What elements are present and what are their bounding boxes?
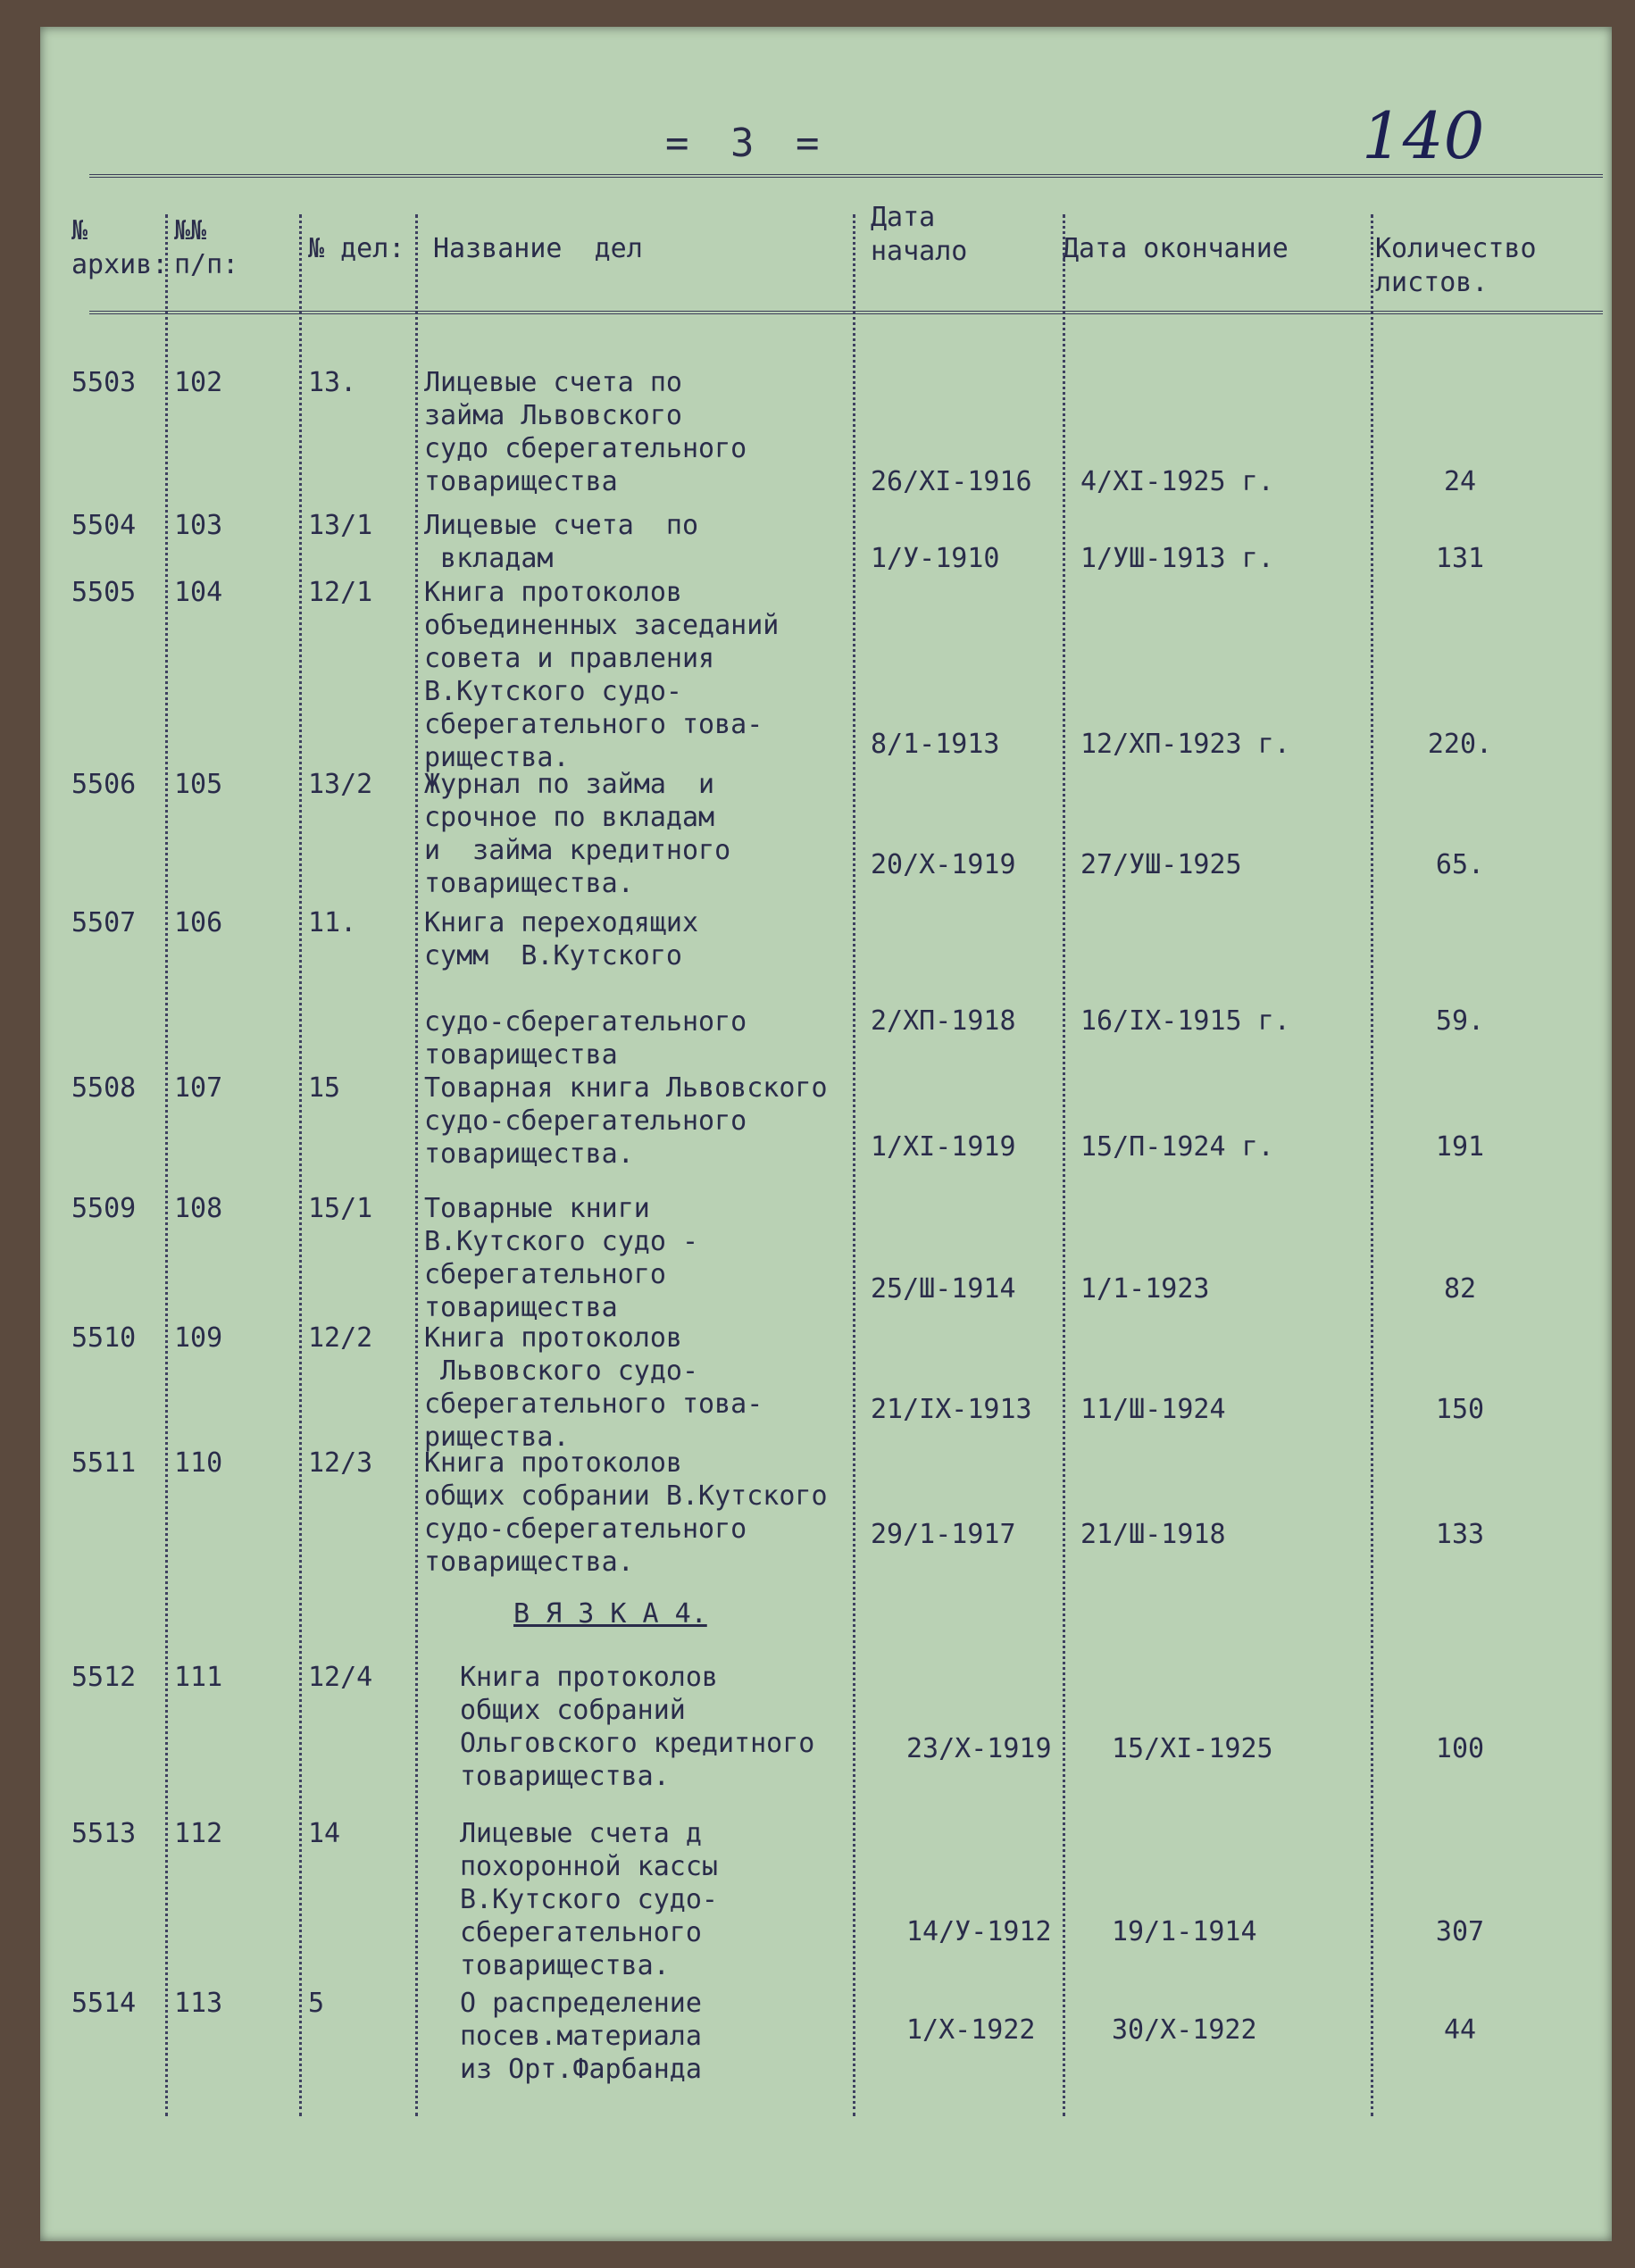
case-number: 14 xyxy=(308,1818,341,1849)
end-date: 15/XI-1925 xyxy=(1112,1733,1273,1764)
end-date: 1/1-1923 xyxy=(1080,1273,1210,1305)
header-case-no: № дел: xyxy=(308,233,405,264)
start-date: 1/XI-1919 xyxy=(871,1131,1016,1163)
case-number: 13/2 xyxy=(308,769,373,800)
archive-number: 5512 xyxy=(71,1662,137,1693)
sheet-count: 220. xyxy=(1427,729,1493,760)
case-number: 5 xyxy=(308,1988,325,2019)
case-number: 15/1 xyxy=(308,1193,373,1224)
case-title: Книга протоколов Львовского судо- сберегательного това- рищества. xyxy=(424,1322,763,1453)
start-date: 20/X-1919 xyxy=(871,849,1016,880)
start-date: 8/1-1913 xyxy=(871,729,1000,760)
start-date: 2/XП-1918 xyxy=(871,1005,1016,1037)
header-start-date: Дата начало xyxy=(871,202,968,267)
header-item-no: №№ п/п: xyxy=(174,215,239,280)
header-sheet-count: Количество листов. xyxy=(1375,233,1537,298)
start-date: 23/X-1919 xyxy=(906,1733,1052,1764)
archive-number: 5508 xyxy=(71,1072,137,1104)
column-separator xyxy=(299,214,302,2116)
sheet-count: 191 xyxy=(1435,1131,1485,1163)
top-rule xyxy=(89,174,1603,178)
case-number: 12/2 xyxy=(308,1322,373,1354)
end-date: 30/X-1922 xyxy=(1112,2014,1257,2046)
case-number: 12/4 xyxy=(308,1662,373,1693)
end-date: 16/IX-1915 г. xyxy=(1080,1005,1290,1037)
case-title: Лицевые счета по займа Львовского судо сберегательного товарищества xyxy=(424,367,747,497)
sheet-count: 82 xyxy=(1443,1273,1477,1305)
sheet-count: 65. xyxy=(1435,849,1485,880)
case-number: 13/1 xyxy=(308,510,373,541)
archive-number: 5505 xyxy=(71,577,137,608)
folio-number: 140 xyxy=(1362,98,1485,173)
case-title: Книга протоколов общих собраний Ольговского кредитного товарищества. xyxy=(460,1662,815,1792)
case-number: 15 xyxy=(308,1072,341,1104)
item-number: 103 xyxy=(174,510,223,541)
sheet-count: 24 xyxy=(1443,466,1477,497)
header-rule xyxy=(89,311,1603,314)
end-date: 19/1-1914 xyxy=(1112,1916,1257,1947)
case-title: Лицевые счета по вкладам xyxy=(424,510,699,574)
case-number: 12/3 xyxy=(308,1447,373,1479)
archive-number: 5513 xyxy=(71,1818,137,1849)
end-date: 12/XП-1923 г. xyxy=(1080,729,1290,760)
start-date: 21/IX-1913 xyxy=(871,1394,1032,1425)
item-number: 112 xyxy=(174,1818,223,1849)
header-archive-no: № архив: xyxy=(71,215,169,280)
end-date: 15/П-1924 г. xyxy=(1080,1131,1274,1163)
start-date: 14/У-1912 xyxy=(906,1916,1052,1947)
case-number: 13. xyxy=(308,367,357,398)
end-date: 1/УШ-1913 г. xyxy=(1080,543,1274,574)
sheet-count: 133 xyxy=(1435,1519,1485,1550)
archive-number: 5503 xyxy=(71,367,137,398)
start-date: 1/X-1922 xyxy=(906,2014,1036,2046)
sheet-count: 307 xyxy=(1435,1916,1485,1947)
start-date: 26/XI-1916 xyxy=(871,466,1032,497)
sheet-count: 150 xyxy=(1435,1394,1485,1425)
item-number: 111 xyxy=(174,1662,223,1693)
case-title: Книга протоколов общих собрании В.Кутского судо-сберегательного товарищества. xyxy=(424,1447,828,1578)
end-date: 21/Ш-1918 xyxy=(1080,1519,1226,1550)
item-number: 109 xyxy=(174,1322,223,1354)
case-number: 12/1 xyxy=(308,577,373,608)
archive-number: 5514 xyxy=(71,1988,137,2019)
header-case-title: Название дел xyxy=(433,233,643,264)
archive-number: 5506 xyxy=(71,769,137,800)
archive-number: 5507 xyxy=(71,907,137,938)
bundle-heading: В Я З К А 4. xyxy=(513,1598,707,1630)
item-number: 107 xyxy=(174,1072,223,1104)
start-date: 29/1-1917 xyxy=(871,1519,1016,1550)
start-date: 1/У-1910 xyxy=(871,543,1000,574)
case-title: О распределение посев.материала из Орт.Фарбанда xyxy=(460,1988,702,2085)
end-date: 27/УШ-1925 xyxy=(1080,849,1242,880)
end-date: 4/XI-1925 г. xyxy=(1080,466,1274,497)
archive-page xyxy=(40,27,1612,2241)
column-separator xyxy=(165,214,168,2116)
item-number: 105 xyxy=(174,769,223,800)
column-separator xyxy=(1063,214,1065,2116)
case-title: Товарные книги В.Кутского судо - сберегательного товарищества xyxy=(424,1193,699,1323)
column-separator xyxy=(853,214,855,2116)
item-number: 110 xyxy=(174,1447,223,1479)
item-number: 102 xyxy=(174,367,223,398)
item-number: 106 xyxy=(174,907,223,938)
case-title: Книга переходящих сумм В.Кутского судо-сберегательного товарищества xyxy=(424,907,747,1071)
archive-number: 5511 xyxy=(71,1447,137,1479)
sheet-count: 59. xyxy=(1435,1005,1485,1037)
case-title: Лицевые счета д похоронной кассы В.Кутского судо- сберегательного товарищества. xyxy=(460,1818,718,1981)
item-number: 104 xyxy=(174,577,223,608)
case-title: Товарная книга Львовского судо-сберегательного товарищества. xyxy=(424,1072,828,1170)
case-title: Журнал по займа и срочное по вкладам и займа кредитного товарищества. xyxy=(424,769,731,899)
sheet-count: 131 xyxy=(1435,543,1485,574)
column-separator xyxy=(415,214,418,2116)
sheet-count: 44 xyxy=(1443,2014,1477,2046)
column-separator xyxy=(1371,214,1373,2116)
sheet-count: 100 xyxy=(1435,1733,1485,1764)
item-number: 108 xyxy=(174,1193,223,1224)
archive-number: 5510 xyxy=(71,1322,137,1354)
archive-number: 5504 xyxy=(71,510,137,541)
archive-number: 5509 xyxy=(71,1193,137,1224)
case-number: 11. xyxy=(308,907,357,938)
end-date: 11/Ш-1924 xyxy=(1080,1394,1226,1425)
header-end-date: Дата окончание xyxy=(1063,233,1289,264)
item-number: 113 xyxy=(174,1988,223,2019)
page-number: = 3 = xyxy=(665,121,829,166)
start-date: 25/Ш-1914 xyxy=(871,1273,1016,1305)
case-title: Книга протоколов объединенных заседаний совета и правления В.Кутского судо- сберегательного това- рищества. xyxy=(424,577,780,773)
